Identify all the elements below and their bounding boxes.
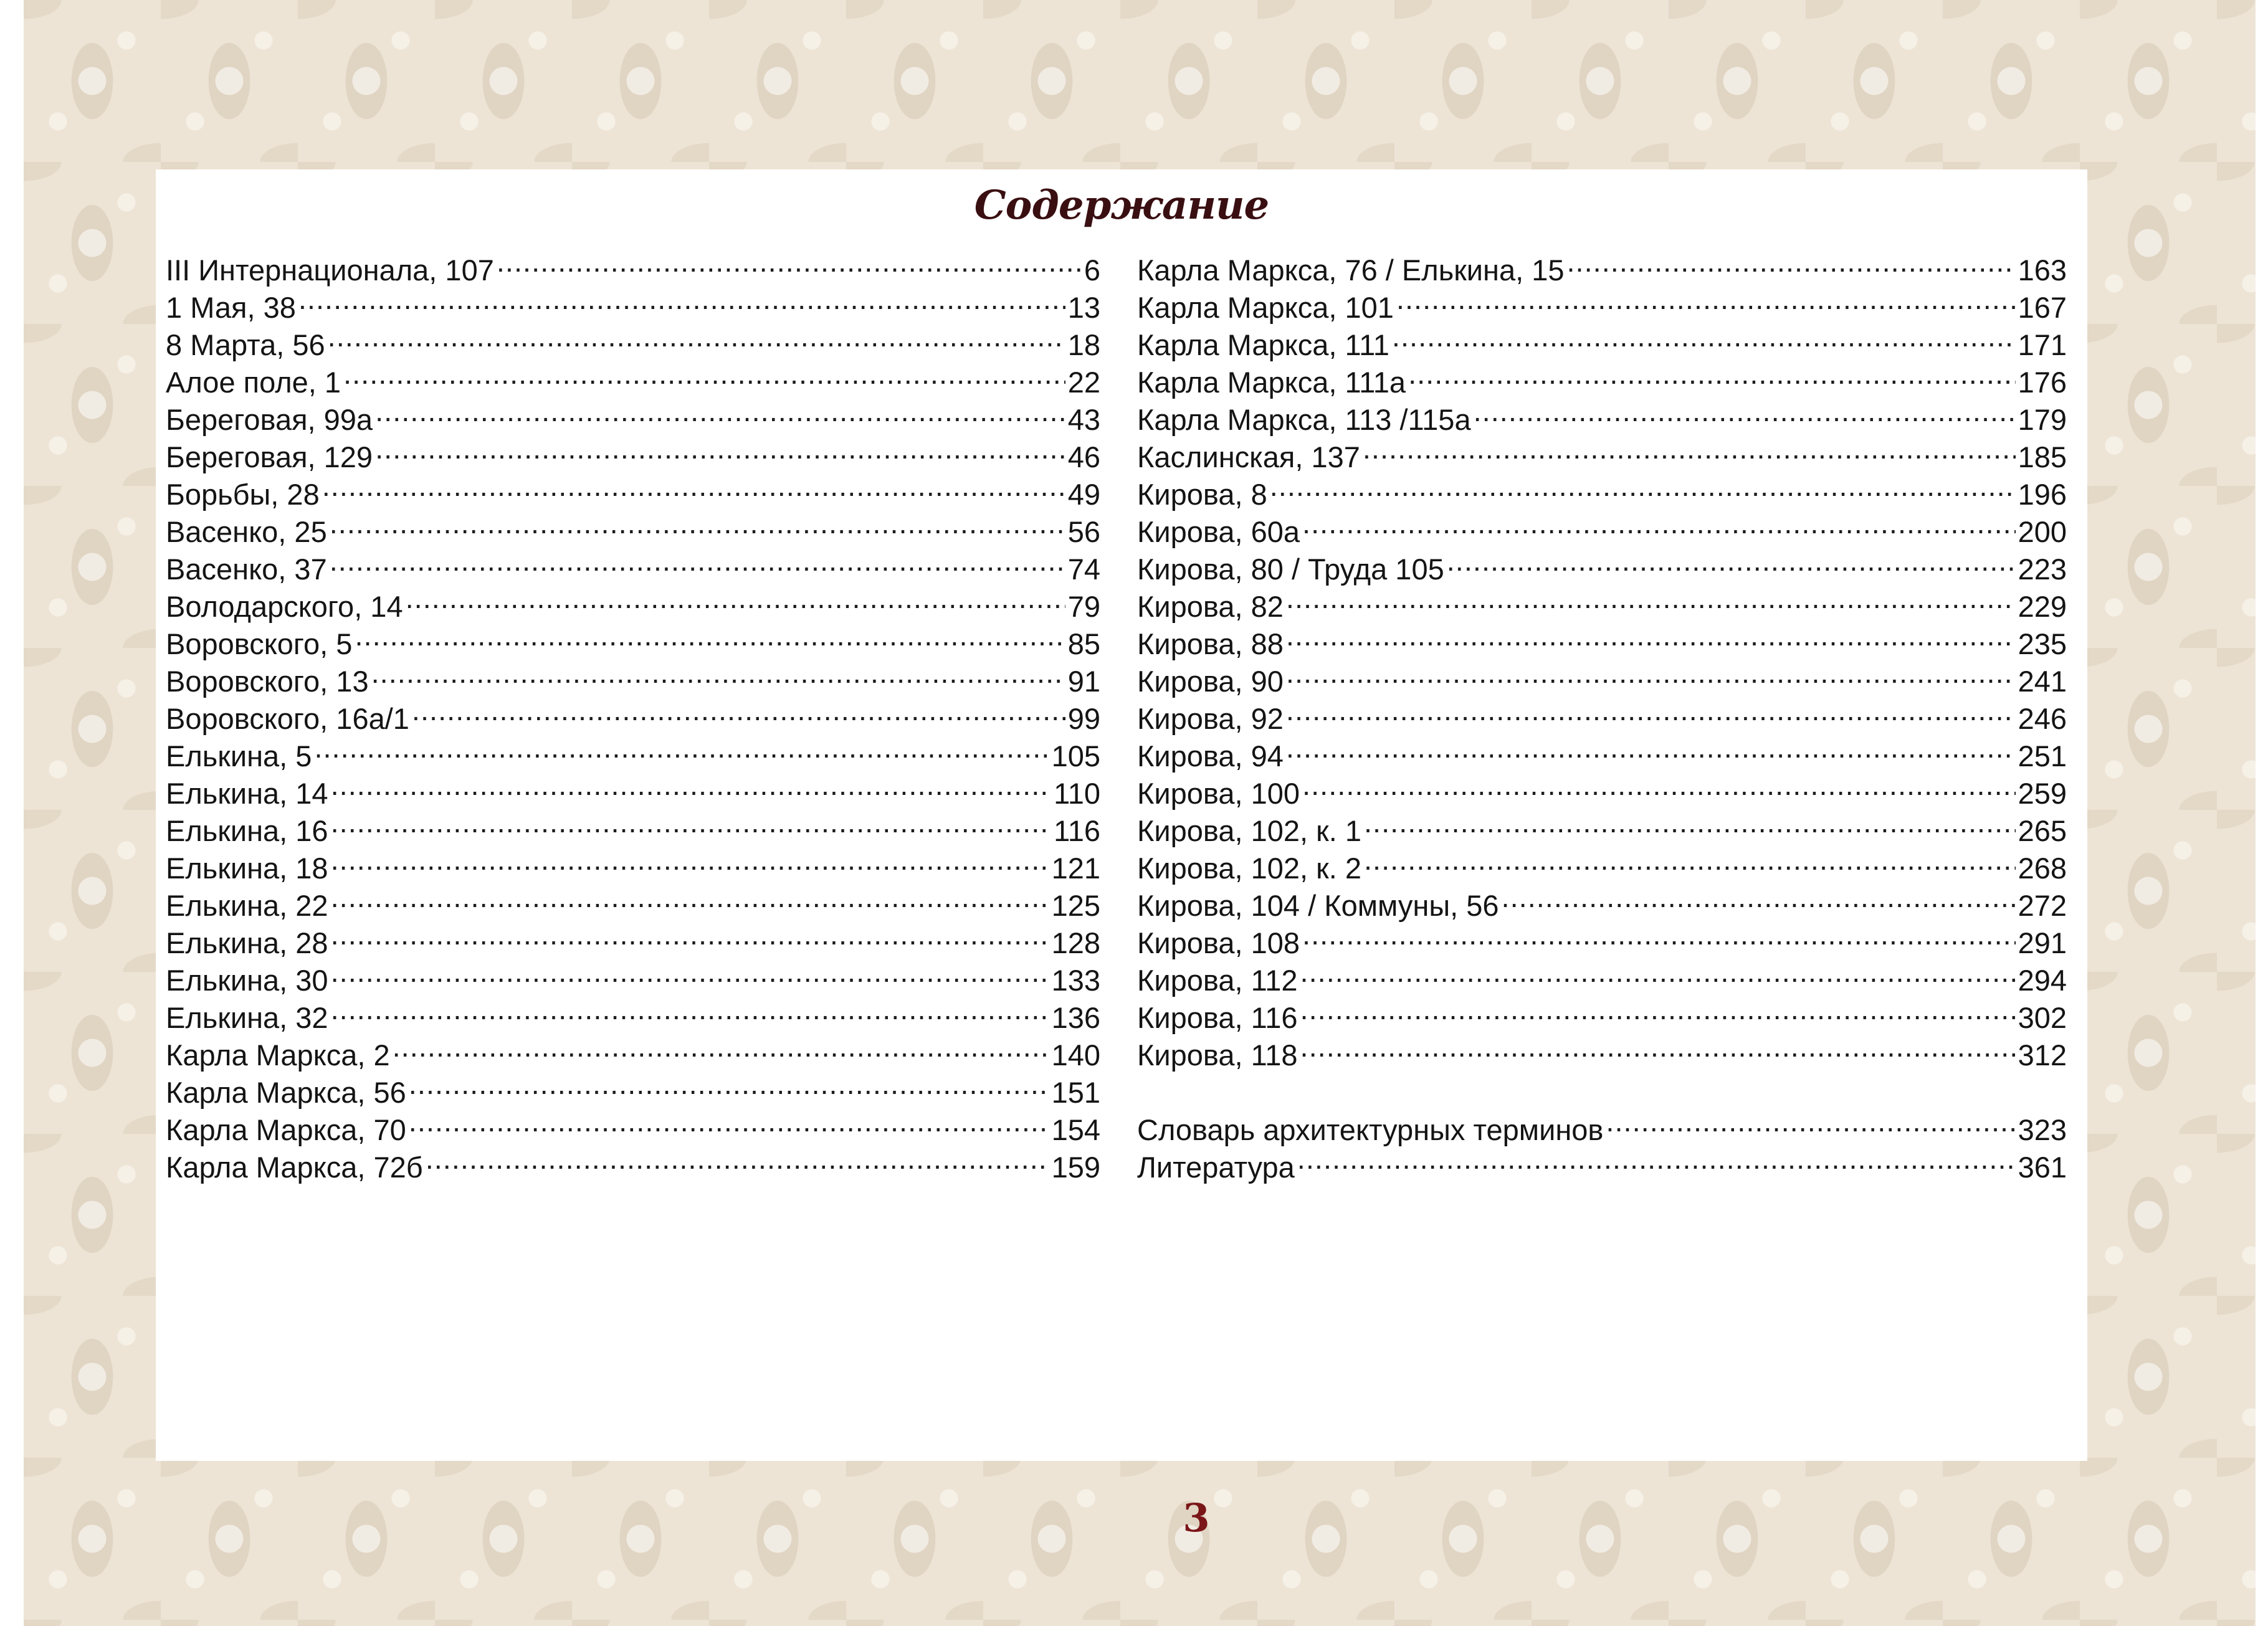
- toc-entry-label: III Интернационала, 107: [166, 254, 494, 287]
- toc-entry[interactable]: [166, 243, 1100, 287]
- toc-entry-page: 110: [1054, 777, 1100, 810]
- toc-entry-label: Кирова, 104 / Коммуны, 56: [1137, 889, 1499, 922]
- toc-entry-page: 159: [1051, 1151, 1100, 1184]
- toc-entry-page: 200: [2018, 515, 2067, 548]
- dot-leader: [1286, 617, 2016, 654]
- toc-entry-label: Карла Маркса, 56: [166, 1076, 406, 1109]
- dot-leader: [1286, 654, 2016, 692]
- dot-leader: [371, 654, 1065, 692]
- dot-leader: [331, 953, 1049, 991]
- toc-entry-label: Карла Маркса, 111: [1137, 328, 1389, 361]
- toc-entry[interactable]: [1137, 1103, 2067, 1146]
- toc-entry[interactable]: [1137, 467, 2067, 511]
- dot-leader: [406, 579, 1065, 617]
- toc-entry-page: 241: [2018, 665, 2067, 698]
- toc-entry-label: Елькина, 5: [166, 739, 312, 773]
- toc-entry-label: Воровского, 16а/1: [166, 702, 409, 735]
- toc-entry-label: Елькина, 18: [166, 852, 328, 885]
- toc-entry-page: 268: [2018, 852, 2067, 885]
- toc-entry-page: 74: [1067, 553, 1100, 586]
- toc-entry-label: Кирова, 116: [1137, 1001, 1298, 1034]
- dot-leader: [1502, 878, 2016, 916]
- toc-entry-page: 294: [2018, 964, 2067, 997]
- toc-entry-page: 302: [2018, 1001, 2067, 1034]
- toc-entry-page: 251: [2018, 739, 2067, 773]
- dot-leader: [1286, 692, 2016, 729]
- toc-entry-label: 8 Марта, 56: [166, 328, 325, 361]
- toc-entry-label: Кирова, 118: [1137, 1039, 1298, 1072]
- toc-entry-label: Елькина, 22: [166, 889, 328, 922]
- toc-entry-page: 272: [2018, 889, 2067, 922]
- dot-leader: [1302, 505, 2016, 542]
- toc-entry-label: Елькина, 30: [166, 964, 328, 997]
- dot-leader: [314, 729, 1049, 766]
- toc-entry-page: 56: [1067, 515, 1100, 548]
- toc-entry-page: 128: [1051, 926, 1100, 959]
- toc-entry-page: 105: [1051, 739, 1100, 773]
- toc-entry-label: 1 Мая, 38: [166, 291, 296, 324]
- dot-leader: [1392, 318, 2016, 355]
- toc-entry-label: Воровского, 5: [166, 627, 353, 660]
- toc-entry-page: 79: [1067, 590, 1100, 623]
- toc-entry-page: 49: [1067, 478, 1100, 511]
- toc-entry-label: Володарского, 14: [166, 590, 403, 623]
- toc-entry-label: Кирова, 94: [1137, 739, 1284, 773]
- dot-leader: [1474, 392, 2016, 430]
- toc-entry-label: Литература: [1137, 1151, 1295, 1184]
- toc-entry-label: Карла Маркса, 76 / Елькина, 15: [1137, 254, 1565, 287]
- toc-column-right: [1137, 243, 2067, 1184]
- dot-leader: [1364, 804, 2016, 841]
- toc-entry-label: Карла Маркса, 101: [1137, 291, 1394, 324]
- toc-entry-page: 323: [2018, 1113, 2067, 1146]
- toc-entry-page: 312: [2018, 1039, 2067, 1072]
- toc-entry-page: 196: [2018, 478, 2067, 511]
- dot-leader: [1567, 243, 2016, 280]
- toc-entry-label: Карла Маркса, 72б: [166, 1151, 423, 1184]
- dot-leader: [1270, 467, 2016, 505]
- dot-leader: [331, 804, 1051, 841]
- toc-entry[interactable]: [1137, 243, 2067, 287]
- toc-entry-label: Воровского, 13: [166, 665, 369, 698]
- dot-leader: [331, 766, 1051, 804]
- toc-column-left: [166, 243, 1100, 1184]
- dot-leader: [1396, 280, 2016, 318]
- toc-entry-label: Кирова, 90: [1137, 665, 1284, 698]
- content-panel: [156, 169, 2087, 1461]
- dot-leader: [330, 505, 1065, 542]
- toc-entry-page: 223: [2018, 553, 2067, 586]
- dot-leader: [1300, 1028, 2016, 1065]
- toc-entry-label: Васенко, 25: [166, 515, 327, 548]
- toc-entry-label: Карла Маркса, 113 /115а: [1137, 403, 1471, 436]
- toc-entry[interactable]: [166, 318, 1100, 361]
- toc-entry-page: 43: [1067, 403, 1100, 436]
- toc-entry-label: Береговая, 99а: [166, 403, 373, 436]
- toc-entry-label: Елькина, 16: [166, 814, 328, 847]
- dot-leader: [412, 692, 1065, 729]
- toc-entry-page: 22: [1067, 366, 1100, 399]
- toc-entry-label: Береговая, 129: [166, 440, 373, 473]
- toc-entry-page: 163: [2018, 254, 2067, 287]
- dot-leader: [328, 318, 1065, 355]
- toc-entry-label: Кирова, 102, к. 2: [1137, 852, 1361, 885]
- dot-leader: [1286, 729, 2016, 766]
- toc-entry-page: 151: [1051, 1076, 1100, 1109]
- dot-leader: [1302, 916, 2016, 953]
- dot-leader: [409, 1065, 1049, 1103]
- dot-leader: [331, 991, 1049, 1028]
- dot-leader: [409, 1103, 1049, 1140]
- toc-entry-page: 91: [1067, 665, 1100, 698]
- toc-entry-label: Каслинская, 137: [1137, 440, 1360, 473]
- dot-leader: [330, 542, 1065, 579]
- toc-entry-page: 6: [1084, 254, 1100, 287]
- toc-entry-label: Кирова, 112: [1137, 964, 1298, 997]
- dot-leader: [1302, 766, 2016, 804]
- toc-entry-page: 235: [2018, 627, 2067, 660]
- dot-leader: [1363, 430, 2016, 467]
- dot-leader: [1606, 1103, 2015, 1140]
- toc-entry-page: 176: [2018, 366, 2067, 399]
- toc-entry-label: Карла Маркса, 2: [166, 1039, 390, 1072]
- toc-entry-page: 133: [1051, 964, 1100, 997]
- toc-entry-page: 85: [1067, 627, 1100, 660]
- toc-entry-page: 291: [2018, 926, 2067, 959]
- dot-leader: [1297, 1140, 2016, 1177]
- dot-leader: [426, 1140, 1049, 1177]
- page-title: Содержание: [974, 182, 1269, 229]
- toc-entry-page: 125: [1051, 889, 1100, 922]
- toc-entry-label: Карла Маркса, 70: [166, 1113, 406, 1146]
- toc-entry[interactable]: [1137, 505, 2067, 548]
- dot-leader: [375, 430, 1065, 467]
- toc-entry-page: 167: [2018, 291, 2067, 324]
- dot-leader: [331, 916, 1049, 953]
- toc-entry-label: Елькина, 28: [166, 926, 328, 959]
- toc-entry-label: Кирова, 92: [1137, 702, 1284, 735]
- toc-entry-label: Кирова, 82: [1137, 590, 1284, 623]
- toc-entry-page: 140: [1051, 1039, 1100, 1072]
- dot-leader: [1447, 542, 2016, 579]
- toc-entry-label: Кирова, 80 / Труда 105: [1137, 553, 1444, 586]
- toc-entry-page: 13: [1067, 291, 1100, 324]
- dot-leader: [355, 617, 1065, 654]
- toc-entry-page: 265: [2018, 814, 2067, 847]
- dot-leader: [1300, 953, 2016, 991]
- dot-leader: [298, 280, 1065, 318]
- toc-entry-page: 136: [1051, 1001, 1100, 1034]
- toc-entry-page: 179: [2018, 403, 2067, 436]
- toc-entry-page: 18: [1067, 328, 1100, 361]
- dot-leader: [1286, 579, 2016, 617]
- toc-entry-label: Васенко, 37: [166, 553, 327, 586]
- toc-entry-label: Кирова, 102, к. 1: [1137, 814, 1361, 847]
- dot-leader: [1364, 841, 2016, 878]
- toc-entry-page: 185: [2018, 440, 2067, 473]
- toc-entry-label: Кирова, 100: [1137, 777, 1300, 810]
- toc-entry-label: Борьбы, 28: [166, 478, 320, 511]
- toc-entry-label: Словарь архитектурных терминов: [1137, 1113, 1604, 1146]
- dot-leader: [331, 878, 1049, 916]
- toc-entry-label: Кирова, 88: [1137, 627, 1284, 660]
- dot-leader: [331, 841, 1049, 878]
- toc-entry-label: Кирова, 8: [1137, 478, 1267, 511]
- toc-entry[interactable]: [166, 280, 1100, 324]
- dot-leader: [497, 243, 1082, 280]
- dot-leader: [1300, 991, 2016, 1028]
- toc-entry-page: 171: [2018, 328, 2067, 361]
- toc-entry-page: 46: [1067, 440, 1100, 473]
- toc-entry-page: 99: [1067, 702, 1100, 735]
- dot-leader: [393, 1028, 1049, 1065]
- dot-leader: [1408, 355, 2016, 392]
- toc-entry-page: 154: [1051, 1113, 1100, 1146]
- toc-entry-page: 116: [1054, 814, 1100, 847]
- toc-entry-label: Алое поле, 1: [166, 366, 341, 399]
- toc-entry-label: Кирова, 108: [1137, 926, 1300, 959]
- page-number: 3: [1183, 1495, 1210, 1541]
- toc-entry-label: Кирова, 60а: [1137, 515, 1300, 548]
- toc-entry-page: 361: [2018, 1151, 2067, 1184]
- dot-leader: [343, 355, 1065, 392]
- toc-entry-label: Карла Маркса, 111а: [1137, 366, 1406, 399]
- toc-entry-label: Елькина, 32: [166, 1001, 328, 1034]
- toc-entry-page: 121: [1051, 852, 1100, 885]
- toc-entry-page: 259: [2018, 777, 2067, 810]
- dot-leader: [322, 467, 1065, 505]
- toc-entry-label: Елькина, 14: [166, 777, 328, 810]
- toc-entry-page: 229: [2018, 590, 2067, 623]
- toc-entry-page: 246: [2018, 702, 2067, 735]
- dot-leader: [375, 392, 1065, 430]
